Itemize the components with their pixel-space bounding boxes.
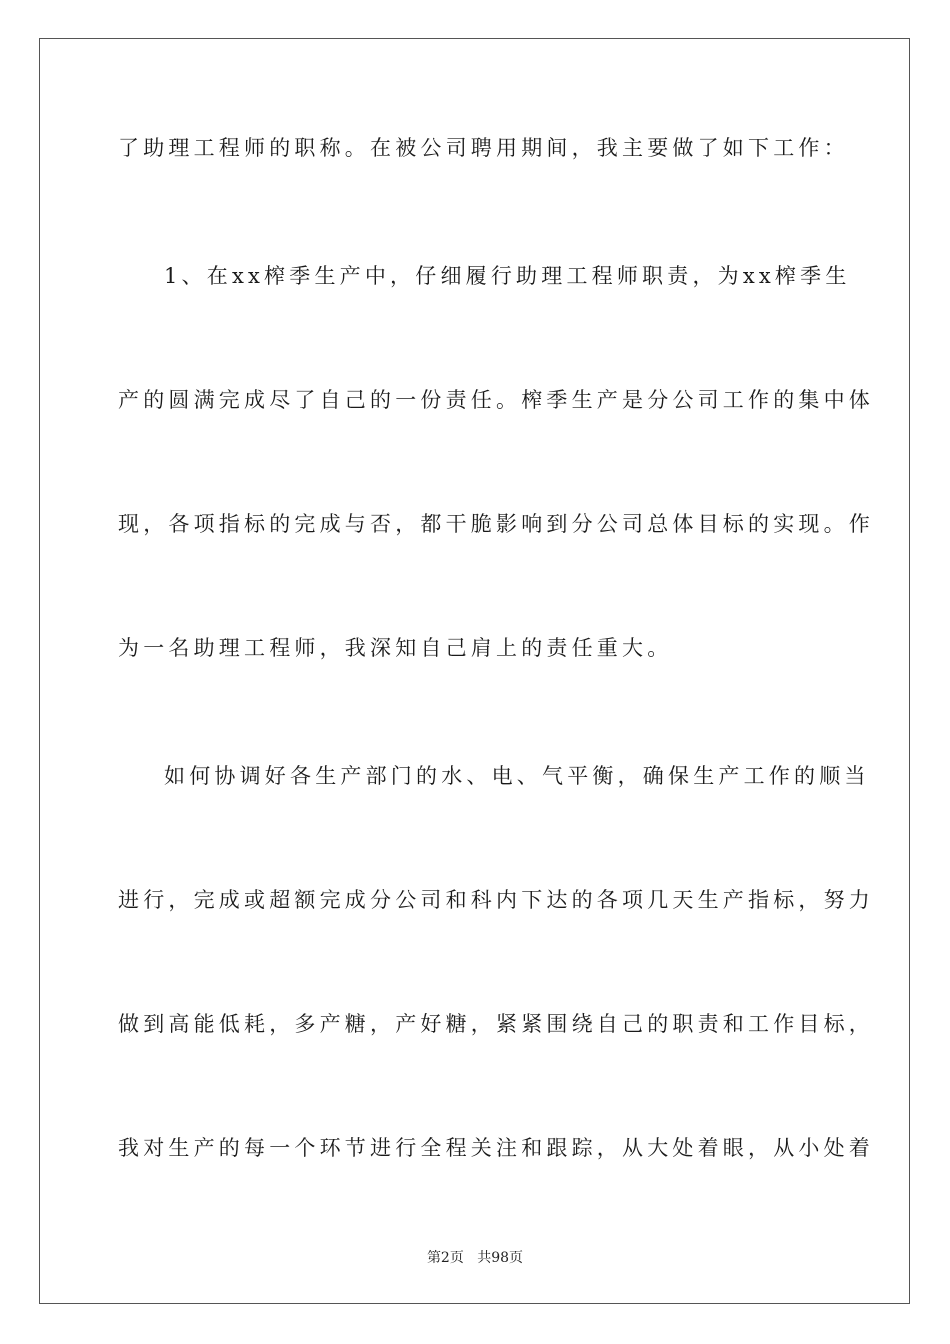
page-total: 共98页 — [477, 1250, 524, 1266]
text-line: 1、在xx榨季生产中，仔细履行助理工程师职责，为xx榨季生 — [164, 264, 851, 288]
text-line: 产的圆满完成尽了自己的一份责任。榨季生产是分公司工作的集中体 — [118, 388, 874, 412]
text-line: 如何协调好各生产部门的水、电、气平衡，确保生产工作的顺当 — [164, 764, 870, 788]
page-footer — [0, 1247, 950, 1267]
text-line: 了助理工程师的职称。在被公司聘用期间，我主要做了如下工作： — [118, 136, 849, 160]
text-line: 做到高能低耗，多产糖，产好糖，紧紧围绕自己的职责和工作目标， — [118, 1012, 874, 1036]
page-number: 第2页 — [426, 1250, 464, 1266]
page-frame — [39, 38, 910, 1304]
text-line: 进行，完成或超额完成分公司和科内下达的各项几天生产指标，努力 — [118, 888, 874, 912]
text-line: 为一名助理工程师，我深知自己肩上的责任重大。 — [118, 636, 673, 660]
text-line: 现，各项指标的完成与否，都干脆影响到分公司总体目标的实现。作 — [118, 512, 874, 536]
text-line: 我对生产的每一个环节进行全程关注和跟踪，从大处着眼，从小处着 — [118, 1136, 874, 1160]
